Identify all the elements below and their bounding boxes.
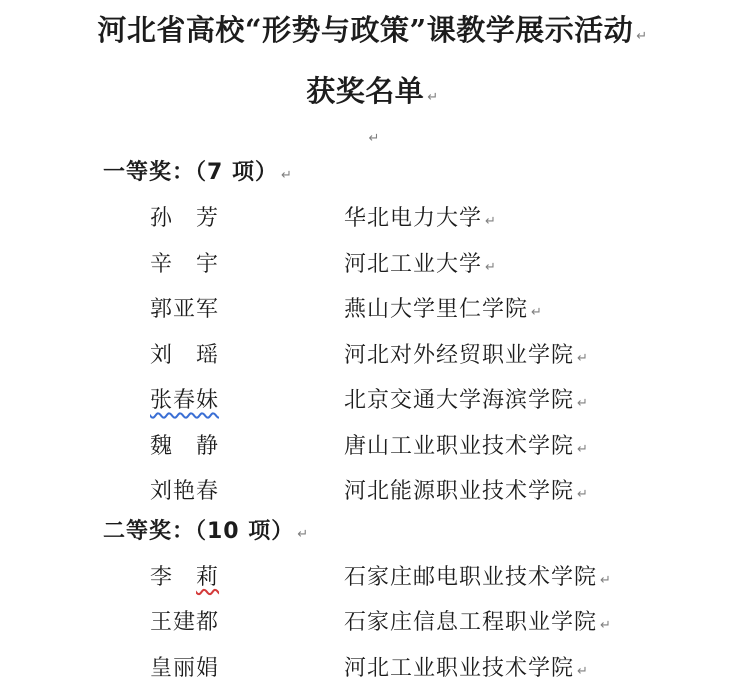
school-name: 河北工业职业技术学院 — [344, 646, 574, 692]
section-heading — [0, 515, 745, 555]
awardee-name — [150, 333, 344, 379]
section-heading — [0, 156, 745, 196]
paragraph-mark-icon: ↵ — [600, 603, 611, 649]
award-row — [0, 333, 745, 379]
paragraph-mark-icon: ↵ — [600, 558, 611, 604]
award-row — [0, 646, 745, 692]
award-row — [0, 600, 745, 646]
school-name: 河北能源职业技术学院 — [344, 469, 574, 515]
title-text-2: 获奖名单 — [306, 74, 424, 108]
paragraph-mark-icon: ↵ — [577, 472, 588, 518]
school-name: 河北对外经贸职业学院 — [344, 333, 574, 379]
award-row — [0, 242, 745, 288]
paragraph-mark-icon: ↵ — [297, 527, 309, 542]
title-text-1: 河北省高校“形势与政策”课教学展示活动 — [97, 13, 633, 47]
name-text: 李 — [150, 565, 196, 590]
awardee-name — [150, 555, 344, 601]
document-title-line-2 — [0, 71, 745, 118]
name-text: 张春妹 — [150, 388, 219, 413]
paragraph-mark-icon: ↵ — [485, 245, 496, 291]
award-row — [0, 555, 745, 601]
award-row — [0, 378, 745, 424]
name-text: 魏 静 — [150, 434, 219, 459]
name-text: 皇丽娟 — [150, 656, 219, 681]
name-text: 辛 宇 — [150, 252, 219, 277]
paragraph-mark-icon: ↵ — [531, 290, 542, 336]
school-name: 石家庄信息工程职业学院 — [344, 600, 597, 646]
name-text: 孙 芳 — [150, 206, 219, 231]
paragraph-mark-icon: ↵ — [577, 336, 588, 382]
awardee-name — [150, 242, 344, 288]
paragraph-mark-icon: ↵ — [577, 427, 588, 473]
paragraph-mark-icon: ↵ — [636, 29, 647, 44]
paragraph-mark-icon: ↵ — [427, 90, 438, 105]
award-row — [0, 469, 745, 515]
school-name: 唐山工业职业技术学院 — [344, 424, 574, 470]
awardee-name — [150, 424, 344, 470]
awardee-name — [150, 287, 344, 333]
name-text: 莉 — [196, 565, 219, 590]
name-text: 郭亚军 — [150, 297, 219, 322]
paragraph-mark-icon: ↵ — [577, 381, 588, 427]
sections — [0, 156, 745, 691]
awardee-name — [150, 600, 344, 646]
award-row — [0, 196, 745, 242]
paragraph-mark-icon: ↵ — [577, 649, 588, 694]
empty-paragraph — [0, 118, 745, 156]
paragraph-mark-icon: ↵ — [485, 199, 496, 245]
awardee-name — [150, 469, 344, 515]
awardee-name — [150, 646, 344, 692]
paragraph-mark-icon: ↵ — [369, 131, 380, 146]
name-text: 刘艳春 — [150, 479, 219, 504]
award-row — [0, 424, 745, 470]
awardee-name — [150, 196, 344, 242]
name-text: 王建都 — [150, 610, 219, 635]
school-name: 河北工业大学 — [344, 242, 482, 288]
paragraph-mark-icon: ↵ — [281, 168, 293, 183]
school-name: 燕山大学里仁学院 — [344, 287, 528, 333]
name-text: 刘 瑶 — [150, 343, 219, 368]
award-row — [0, 287, 745, 333]
school-name: 北京交通大学海滨学院 — [344, 378, 574, 424]
school-name: 华北电力大学 — [344, 196, 482, 242]
school-name: 石家庄邮电职业技术学院 — [344, 555, 597, 601]
section-heading-text: 二等奖：（10 项） — [103, 519, 294, 544]
document-title-line-1 — [0, 0, 745, 57]
section-heading-text: 一等奖：（7 项） — [103, 160, 278, 185]
awardee-name — [150, 378, 344, 424]
